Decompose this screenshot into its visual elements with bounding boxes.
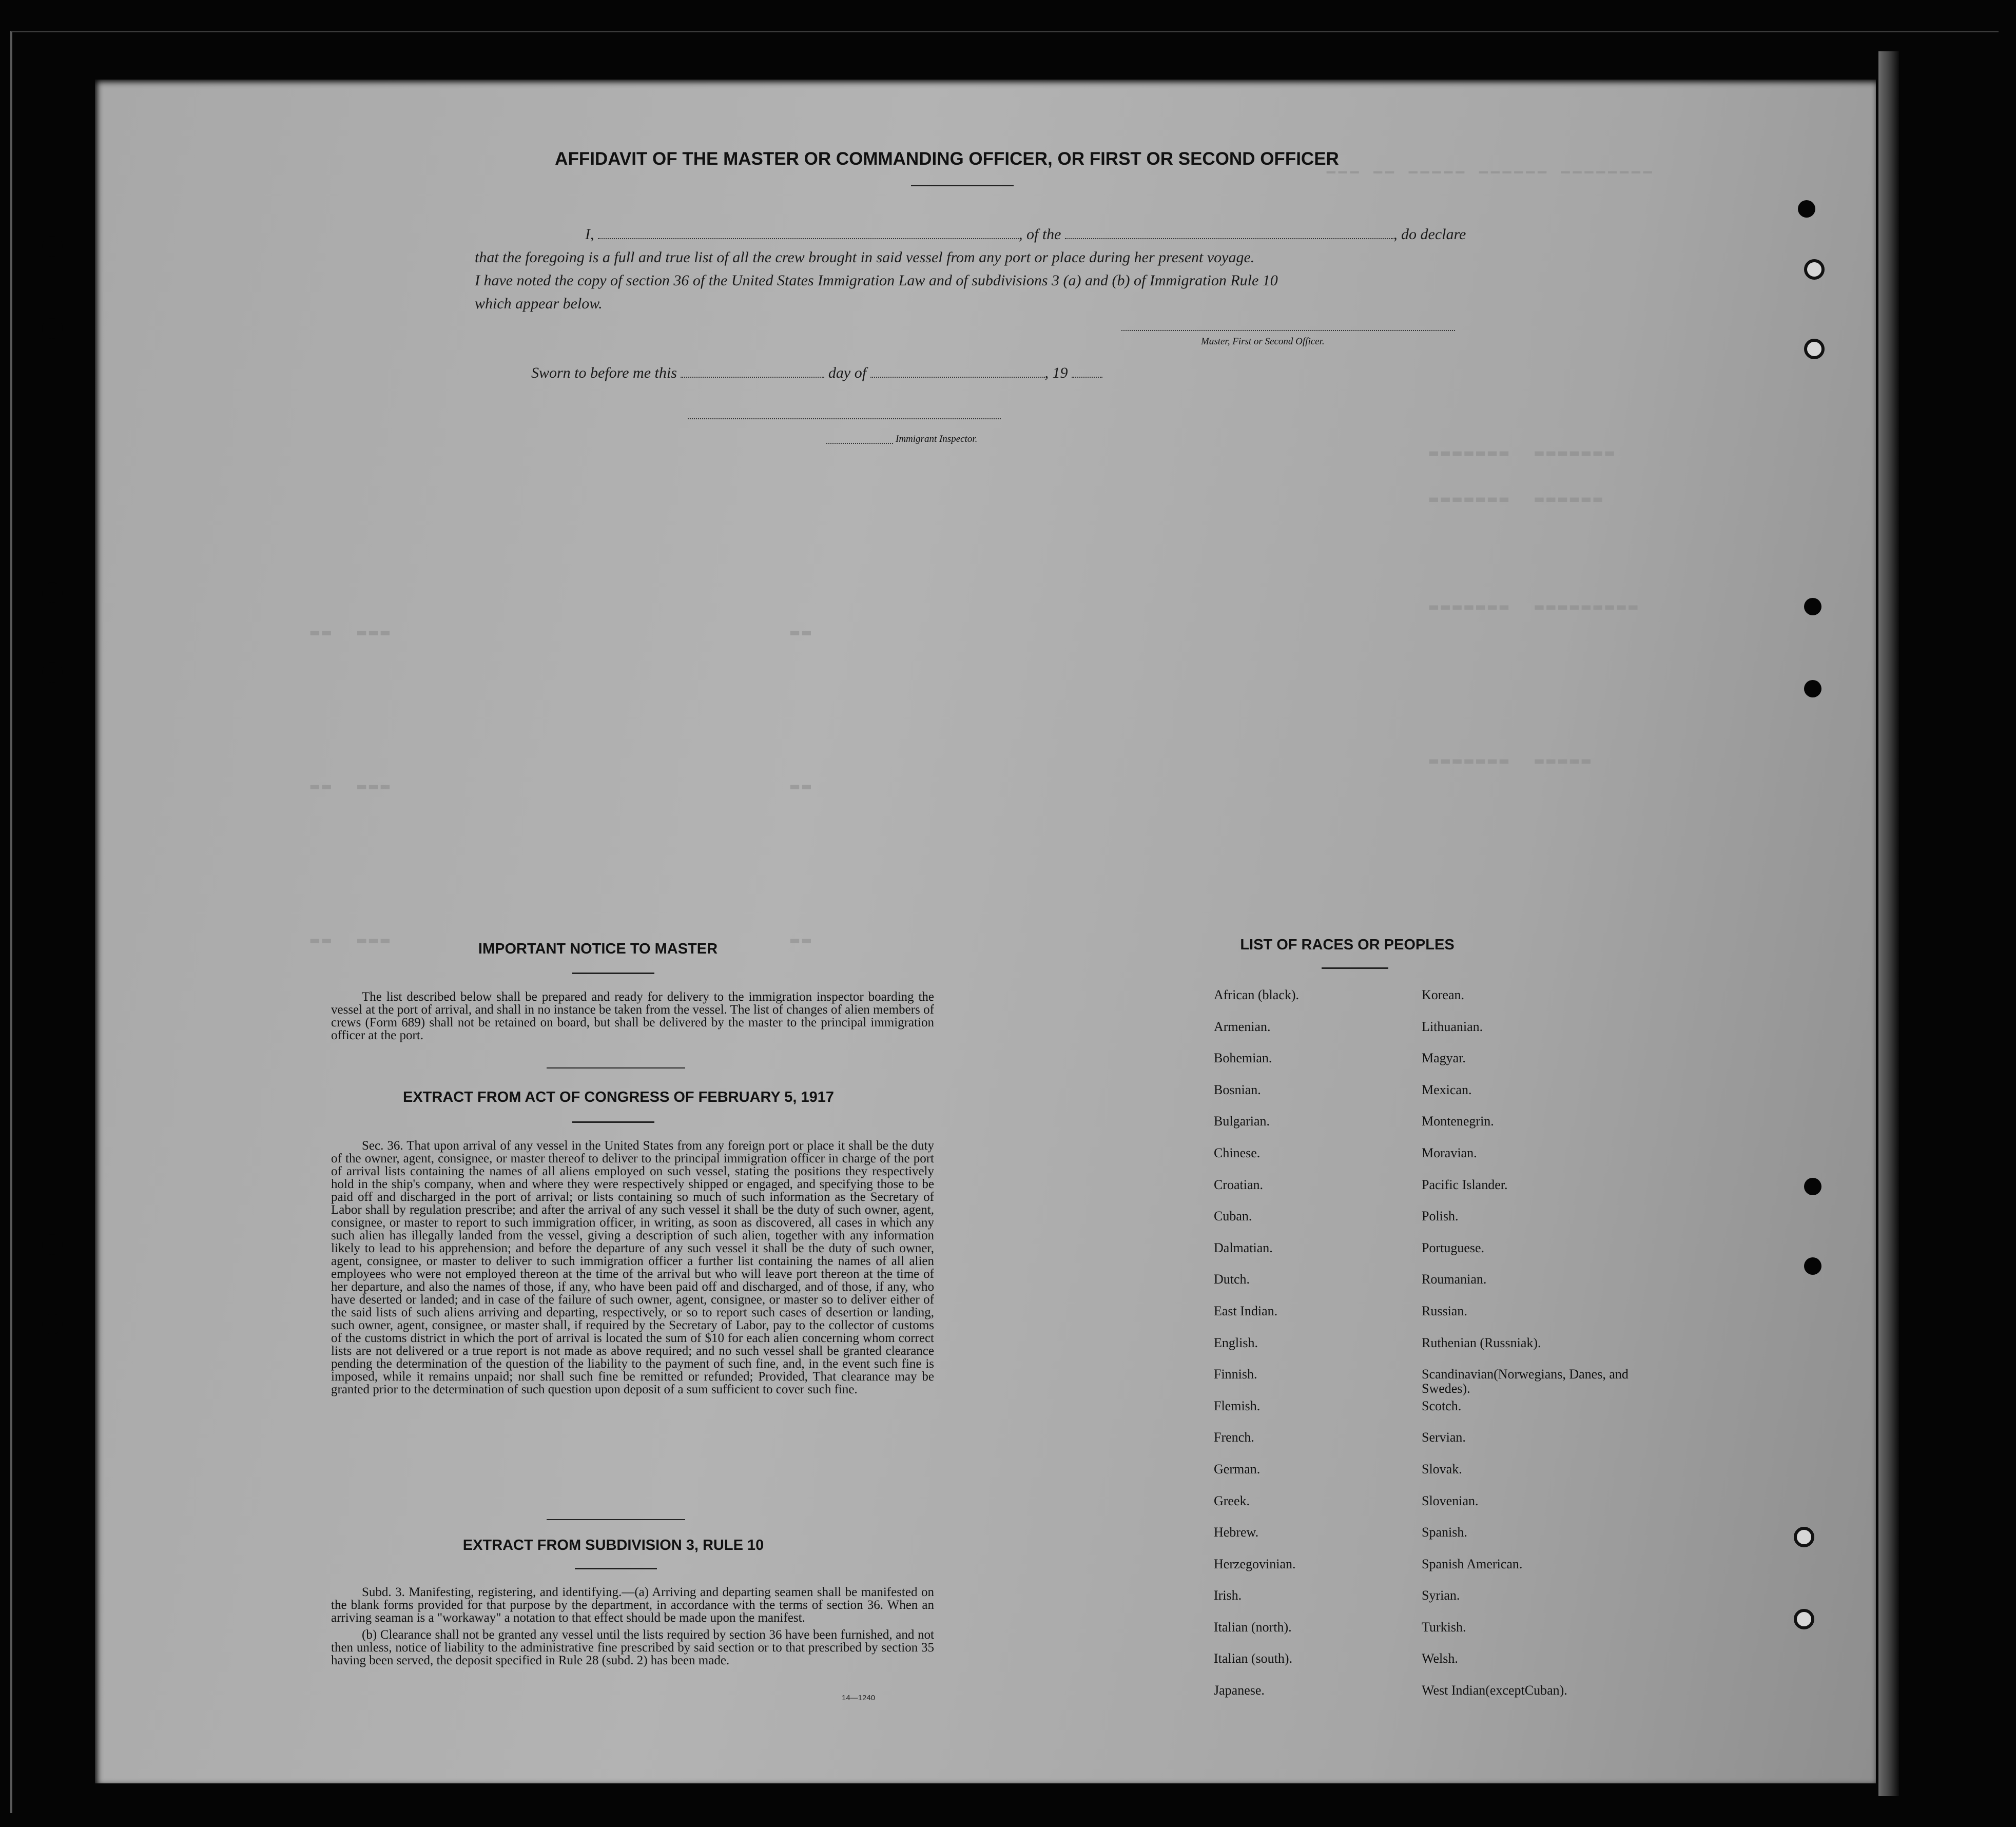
bleed-through-text: ▂▂ ▂▂▂ ▂▂ bbox=[311, 620, 814, 636]
race-item: Slovak. bbox=[1422, 1461, 1462, 1476]
race-item: English. bbox=[1214, 1335, 1258, 1350]
affidavit-line-2: that the foregoing is a full and true list of all the crew brought in said vessel from any port or place during her present voyage. bbox=[475, 249, 1255, 266]
race-item: Italian (south). bbox=[1214, 1651, 1293, 1666]
race-item: Mexican. bbox=[1422, 1082, 1472, 1097]
affidavit-line-3: I have noted the copy of section 36 of the United States Immigration Law and of subdivisions 3 (a) and (b) of Immigration Rule 10 bbox=[475, 272, 1278, 289]
race-item: East Indian. bbox=[1214, 1303, 1278, 1318]
race-item: Welsh. bbox=[1422, 1651, 1458, 1666]
binder-hole bbox=[1798, 200, 1815, 218]
notice-rule bbox=[572, 973, 654, 974]
vessel-name-field[interactable] bbox=[1065, 238, 1393, 239]
affidavit-line-1 bbox=[485, 226, 1466, 243]
race-item: Montenegrin. bbox=[1422, 1114, 1494, 1129]
race-item: Slovenian. bbox=[1422, 1493, 1479, 1508]
binder-hole bbox=[42, 1234, 63, 1255]
race-item: Scandinavian(Norwegians, Danes, and Swedes). bbox=[1422, 1367, 1629, 1396]
vessel-of: , of the bbox=[1019, 226, 1061, 243]
binder-hole bbox=[1804, 1178, 1821, 1195]
bleed-through-text: ▂▂▂▂▂▂▂ ▂▂▂▂▂ bbox=[1429, 749, 1594, 765]
race-item: Pacific Islander. bbox=[1422, 1177, 1508, 1192]
extract-rule-paragraph bbox=[331, 1586, 934, 1671]
race-item: Polish. bbox=[1422, 1209, 1459, 1224]
binder-hole bbox=[1804, 1257, 1821, 1275]
race-item: Spanish. bbox=[1422, 1525, 1467, 1540]
rule-para-b: (b) Clearance shall not be granted any vessel until the lists required by section 36 have been furnished, and not then unless, notice of liability to the administrative fine prescribed by said section or to that prescribed by section 35 having been served, the deposit specified in Rule 28 (subd. 2) has been made. bbox=[331, 1628, 934, 1667]
race-item: Russian. bbox=[1422, 1303, 1467, 1318]
sworn-line bbox=[531, 364, 1102, 382]
title-rule bbox=[911, 185, 1014, 186]
officer-signature-field[interactable] bbox=[1121, 330, 1455, 331]
race-item: Armenian. bbox=[1214, 1019, 1271, 1034]
race-item: Spanish American. bbox=[1422, 1556, 1523, 1571]
race-item: German. bbox=[1214, 1461, 1261, 1476]
races-rule bbox=[1322, 967, 1388, 969]
extract-act-rule bbox=[572, 1121, 654, 1123]
bleed-through-text: ▂▂▂▂▂▂▂ ▂▂▂▂▂▂▂▂▂ bbox=[1429, 595, 1641, 611]
extract-rule-rule bbox=[575, 1568, 657, 1569]
race-item: Korean. bbox=[1422, 987, 1465, 1002]
race-item: Irish. bbox=[1214, 1588, 1242, 1603]
race-item: Dalmatian. bbox=[1214, 1240, 1273, 1255]
notice-title: IMPORTANT NOTICE TO MASTER bbox=[478, 941, 718, 957]
race-item: Portuguese. bbox=[1422, 1240, 1485, 1255]
extract-act-text: Sec. 36. That upon arrival of any vessel in the United States from any foreign port or place it shall be the duty of the owner, agent, consignee, or master thereof to deliver to the principal immigration officer in charge of the port of arrival lists containing the names of all aliens employed on such vessel, stating the positions they respectively hold in the ship's company, when and where they were respectively shipped or engaged, and specifying those to be paid off and discharged in the port of arrival; or lists containing so much of such information as the Secretary of Labor shall by regulation prescribe; and after the arrival of any such vessel it shall be the duty of such owner, agent, consignee, or master to report to such immigration officer, in writing, as soon as discovered, all cases in which any such alien has illegally landed from the vessel, giving a description of such alien, together with any information likely to lead to his apprehension; and before the departure of any such vessel it shall be the duty of such owner, agent, consignee, or master to deliver to such immigration officer a further list containing the names of all alien employees who were not employed thereon at the time of the arrival but who will leave port thereon at the time of her departure, and also the names of those, if any, who have been paid off and discharged, and of those, if any, who have deserted or landed; and in case of the failure of such owner, agent, consignee, or master so to deliver either of the said lists of such aliens arriving and departing, respectively, or so to report such cases of desertion or landing, such owner, agent, consignee, or master shall, if required by the Secretary of Labor, pay to the collector of customs of the customs district in which the port of arrival is located the sum of $10 for each alien concerning whom correct lists are not delivered or a true report is not made as above required; and no such vessel shall be granted clearance pending the determination of the question of the liability to the payment of such fine, and, in the event such fine is imposed, while it remains unpaid; nor shall such fine be remitted or refunded; Provided, That clearance may be granted prior to the determination of such question upon deposit of a sum sufficient to cover such fine. bbox=[331, 1139, 934, 1396]
reinforced-hole bbox=[1804, 259, 1825, 280]
binder-hole bbox=[42, 236, 63, 257]
sworn-year-label: , 19 bbox=[1044, 364, 1068, 381]
binder-hole bbox=[1804, 680, 1821, 697]
form-number: 14—1240 bbox=[842, 1694, 876, 1702]
extract-rule-title: EXTRACT FROM SUBDIVISION 3, RULE 10 bbox=[462, 1537, 764, 1553]
race-item: Bohemian. bbox=[1214, 1051, 1272, 1066]
sworn-day-label: day of bbox=[828, 364, 867, 381]
sworn-year-field[interactable] bbox=[1072, 377, 1102, 378]
race-item: Bosnian. bbox=[1214, 1082, 1261, 1097]
race-item: Magyar. bbox=[1422, 1051, 1466, 1066]
binder-hole bbox=[1804, 598, 1821, 615]
binder-hole bbox=[42, 662, 63, 683]
sworn-prefix: Sworn to before me this bbox=[531, 364, 677, 381]
section-divider bbox=[547, 1519, 685, 1520]
declarant-name-field[interactable] bbox=[598, 238, 1019, 239]
reinforced-hole bbox=[1804, 339, 1825, 359]
races-column-1 bbox=[1214, 988, 1299, 1715]
declarant-prefix: I, bbox=[585, 226, 594, 243]
binder-edge bbox=[1878, 51, 1899, 1796]
race-item: West Indian(exceptCuban). bbox=[1422, 1683, 1567, 1698]
race-item: Finnish. bbox=[1214, 1367, 1257, 1382]
race-item: Italian (north). bbox=[1214, 1619, 1292, 1635]
race-item: Ruthenian (Russniak). bbox=[1422, 1335, 1541, 1350]
sworn-day-field[interactable] bbox=[681, 377, 824, 378]
extract-act-title: EXTRACT FROM ACT OF CONGRESS OF FEBRUARY 5, 1917 bbox=[402, 1089, 835, 1105]
race-item: Greek. bbox=[1214, 1493, 1250, 1508]
bleed-through-text: ▂▂ ▂▂▂ ▂▂ bbox=[311, 774, 814, 790]
notice-paragraph bbox=[331, 990, 934, 1046]
affidavit-title: AFFIDAVIT OF THE MASTER OR COMMANDING OFFICER, OR FIRST OR SECOND OFFICER bbox=[555, 149, 1339, 169]
rule-para-a: Subd. 3. Manifesting, registering, and identifying.—(a) Arriving and departing seamen shall be manifested on the blank forms provided for that purpose by the department, in accordance with the terms of section 36. When an arriving seaman is a "workaway" a notation to that effect should be made upon the manifest. bbox=[331, 1585, 934, 1625]
officer-signature-label: Master, First or Second Officer. bbox=[1201, 336, 1325, 347]
race-item: Syrian. bbox=[1422, 1588, 1460, 1603]
race-item: French. bbox=[1214, 1430, 1254, 1445]
binder-hole bbox=[42, 318, 63, 339]
race-item: Roumanian. bbox=[1422, 1272, 1487, 1287]
race-item: Cuban. bbox=[1214, 1209, 1252, 1224]
race-item: Japanese. bbox=[1214, 1683, 1265, 1698]
binder-hole bbox=[42, 582, 63, 603]
race-item: Hebrew. bbox=[1214, 1525, 1259, 1540]
race-item: Croatian. bbox=[1214, 1177, 1264, 1192]
race-item: Lithuanian. bbox=[1422, 1019, 1483, 1034]
sworn-month-field[interactable] bbox=[870, 377, 1045, 378]
bleed-through-text: ▂▂▂▂▂▂▂ ▂▂▂▂▂▂ bbox=[1429, 487, 1605, 503]
declare-suffix: , do declare bbox=[1393, 226, 1466, 243]
race-item: Servian. bbox=[1422, 1430, 1466, 1445]
document-page bbox=[95, 80, 1876, 1783]
reinforced-hole bbox=[1794, 1527, 1814, 1547]
inspector-dotted-lead bbox=[826, 443, 893, 444]
race-item: Herzegovinian. bbox=[1214, 1556, 1296, 1571]
races-title: LIST OF RACES OR PEOPLES bbox=[1240, 937, 1455, 953]
race-item: Dutch. bbox=[1214, 1272, 1250, 1287]
race-item: Flemish. bbox=[1214, 1398, 1261, 1413]
bleed-through-text: ▁▁▁ ▁▁ ▁▁▁▁▁ ▁▁▁▁▁▁ ▁▁▁▁▁▁▁▁ bbox=[1327, 159, 1655, 174]
race-item: Bulgarian. bbox=[1214, 1114, 1270, 1129]
race-item: Moravian. bbox=[1422, 1145, 1477, 1160]
extract-act-paragraph bbox=[331, 1139, 934, 1400]
section-divider bbox=[547, 1067, 685, 1068]
race-item: African (black). bbox=[1214, 987, 1300, 1002]
race-item: Turkish. bbox=[1422, 1619, 1466, 1635]
races-column-2 bbox=[1422, 988, 1637, 1715]
inspector-signature-field[interactable] bbox=[688, 418, 1001, 419]
notice-text: The list described below shall be prepared and ready for delivery to the immigration inspector boarding the vessel at the port of arrival, and shall in no instance be taken from the vessel. The list of changes of alien members of crews (Form 689) shall not be retained on board, but shall be delivered by the master to the principal immigration officer at the port. bbox=[331, 990, 934, 1042]
binder-hole bbox=[42, 1314, 63, 1334]
bleed-through-text: ▂▂▂▂▂▂▂ ▂▂▂▂▂▂▂ bbox=[1429, 441, 1617, 457]
bleed-through-text: ▂▂ ▂▂▂ ▂▂ bbox=[311, 928, 814, 944]
reinforced-hole bbox=[1794, 1609, 1814, 1629]
affidavit-line-4: which appear below. bbox=[475, 295, 603, 312]
race-item: Scotch. bbox=[1422, 1398, 1462, 1413]
race-item: Chinese. bbox=[1214, 1145, 1261, 1160]
inspector-label: Immigrant Inspector. bbox=[896, 434, 978, 444]
